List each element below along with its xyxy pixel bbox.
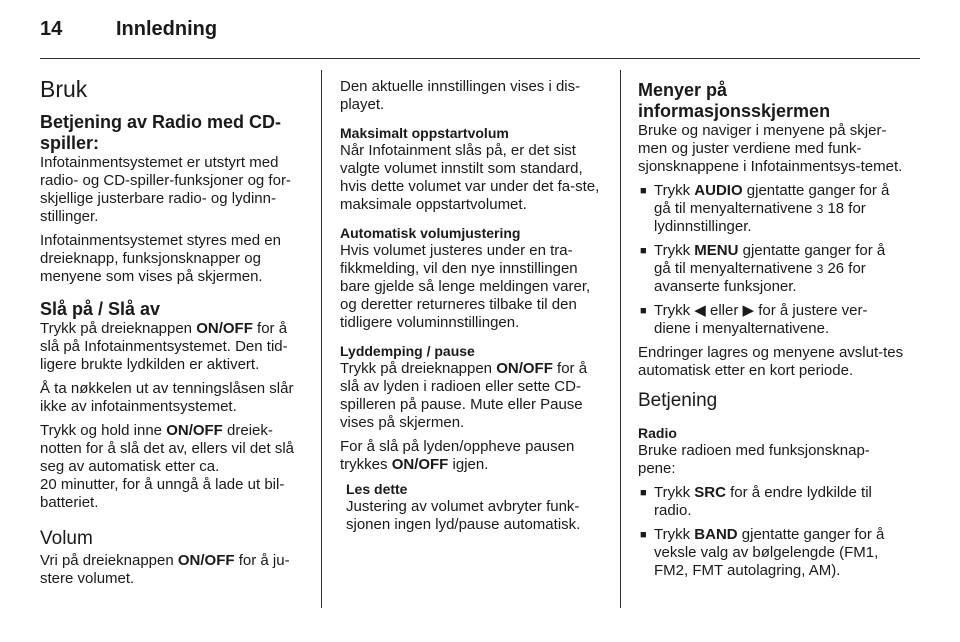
paragraph: Bruke og naviger i menyene på skjer-men og juster verdiene med funk-sjonsknappene i Infotainmentsys-temet. xyxy=(638,122,903,175)
note-box xyxy=(346,480,604,534)
list-item: ■ Trykk MENU gjentatte ganger for å gå til menyalternativene 3 26 for avanserte funksjoner. xyxy=(638,242,904,296)
column-divider-1 xyxy=(321,70,322,608)
column-divider-2 xyxy=(620,70,621,608)
heading-radio: Radio xyxy=(638,425,677,441)
button-label-menu: MENU xyxy=(694,242,739,259)
page-reference-icon: 3 xyxy=(816,202,824,216)
heading-menyer: Menyer på informasjonsskjermen xyxy=(638,80,831,121)
heading-slaa-paa-av: Slå på / Slå av xyxy=(40,299,161,319)
list-item: ■ Trykk ◀ eller ▶ for å justere ver-diene i menyalternativene. xyxy=(638,302,904,338)
heading-betjening-radio: Betjening av Radio med CD-spiller: xyxy=(40,112,282,153)
page-header xyxy=(40,18,217,41)
heading-maksimalt-oppstartvolum: Maksimalt oppstartvolum xyxy=(340,125,509,141)
button-label-onoff: ON/OFF xyxy=(496,360,553,377)
heading-automatisk-volumjustering: Automatisk volumjustering xyxy=(340,225,521,241)
paragraph: Vri på dreieknappen ON/OFF for å ju-stere volumet. xyxy=(40,552,290,587)
page-reference-icon: 3 xyxy=(816,262,824,276)
paragraph: Bruke radioen med funksjonsknap-pene: xyxy=(638,442,870,477)
paragraph: Trykk på dreieknappen ON/OFF for å slå av lyden i radioen eller sette CD-spilleren på pause. Mute eller Pause vises på skjermen. xyxy=(340,360,588,431)
radio-instructions-list xyxy=(638,484,904,580)
button-label-onoff: ON/OFF xyxy=(196,320,253,337)
chapter-title: Innledning xyxy=(116,18,218,40)
button-label-onoff: ON/OFF xyxy=(177,552,235,569)
list-item: ■ Trykk BAND gjentatte ganger for å veksle valg av bølgelengde (FM1, FM2, FMT autolagring, AM). xyxy=(638,526,904,580)
list-item: ■ Trykk AUDIO gjentatte ganger for å gå til menyalternativene 3 18 for lydinnstillinger. xyxy=(638,182,904,236)
paragraph: Endringer lagres og menyene avslut-tes automatisk etter en kort periode. xyxy=(638,344,904,379)
heading-bruk: Bruk xyxy=(40,76,88,102)
header-divider xyxy=(40,58,920,59)
arrow-left-icon: ◀ xyxy=(694,302,706,319)
list-item: ■ Trykk SRC for å endre lydkilde til radio. xyxy=(638,484,904,520)
button-label-band: BAND xyxy=(694,526,738,543)
paragraph: Når Infotainment slås på, er det sist valgte volumet innstilt som standard, hvis dette volumet var under det fa-ste, maksimale oppstartvolumet. xyxy=(340,142,600,213)
paragraph: Hvis volumet justeres under en tra-fikkmelding, vil den nye innstillingen bare gjelde så lenge meldingen varer, og deretter returneres tilbake til den tidligere voluminnstillingen. xyxy=(340,242,591,331)
paragraph: Infotainmentsystemet styres med en dreieknapp, funksjonsknapper og menyene som vises på skjermen. xyxy=(40,232,281,285)
arrow-right-icon: ▶ xyxy=(742,302,755,319)
note-text: Justering av volumet avbryter funk-sjonen ingen lyd/pause automatisk. xyxy=(346,498,581,533)
button-label-onoff: ON/OFF xyxy=(391,456,449,473)
paragraph: Trykk og hold inne ON/OFF dreiek-notten for å slå det av, ellers vil det slå seg av automatisk etter ca. xyxy=(40,422,295,475)
menu-instructions-list xyxy=(638,182,904,338)
heading-betjening: Betjening xyxy=(638,390,718,411)
column-3 xyxy=(638,80,904,586)
heading-volum: Volum xyxy=(40,528,93,549)
column-2 xyxy=(340,78,604,540)
paragraph: Trykk på dreieknappen ON/OFF for å slå på Infotainmentsystemet. Den tid-ligere brukte lydkilden er aktivert. xyxy=(40,320,288,373)
paragraph: 20 minutter, for å unngå å lade ut bil-batteriet. xyxy=(40,476,285,511)
heading-lyddemping-pause: Lyddemping / pause xyxy=(340,343,475,359)
paragraph: For å slå på lyden/oppheve pausen trykkes ON/OFF igjen. xyxy=(340,438,575,473)
paragraph: Den aktuelle innstillingen vises i dis-playet. xyxy=(340,78,581,113)
button-label-audio: AUDIO xyxy=(694,182,743,199)
note-title: Les dette xyxy=(346,481,408,497)
column-1 xyxy=(40,64,304,594)
paragraph: Infotainmentsystemet er utstyrt med radio- og CD-spiller-funksjoner og for-skjellige justerbare radio- og lydinn-stillinger. xyxy=(40,154,291,225)
button-label-src: SRC xyxy=(694,484,726,501)
page-number: 14 xyxy=(40,18,63,40)
paragraph: Å ta nøkkelen ut av tenningslåsen slår ikke av infotainmentsystemet. xyxy=(40,380,294,415)
button-label-onoff: ON/OFF xyxy=(166,422,223,439)
